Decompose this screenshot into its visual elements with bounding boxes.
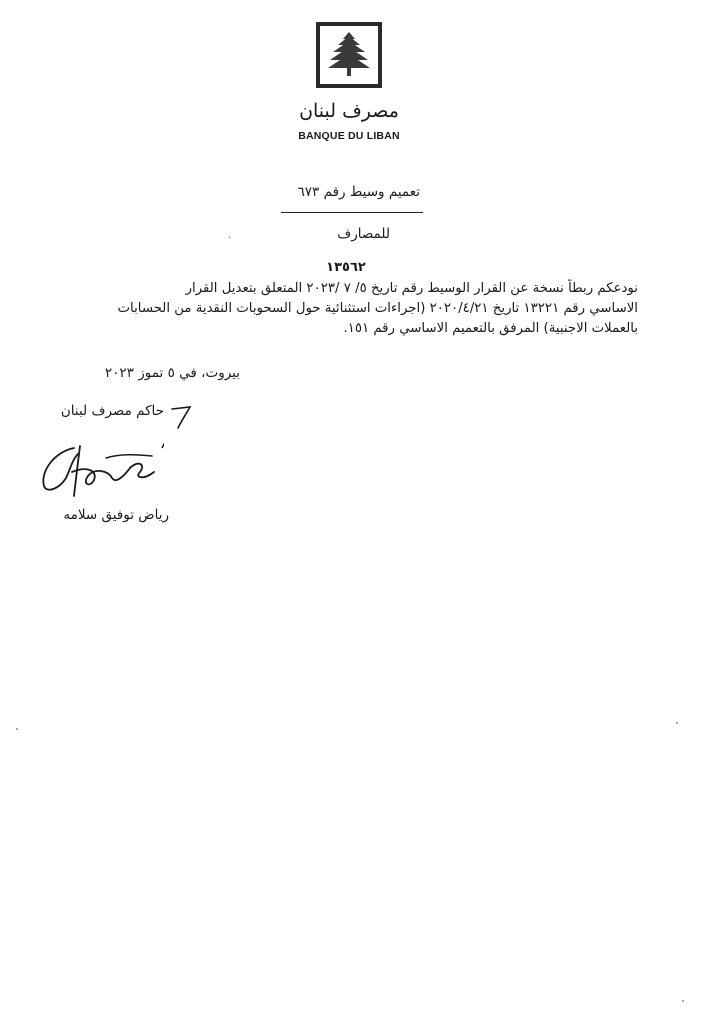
place-and-date: بيروت، في ٥ تموز ٢٠٢٣ [104, 365, 240, 381]
bank-name-arabic: مصرف لبنان [299, 100, 399, 122]
memo-body-line-2: الاساسي رقم ١٣٢٢١ تاريخ ٢٠٢٠/٤/٢١ (اجراءات استثنائية حول السحوبات النقدية من الحسابات [117, 301, 638, 316]
scan-speck [16, 728, 18, 730]
scan-speck [682, 1000, 684, 1002]
cedar-tree-logo-icon [316, 22, 382, 88]
recipient-line: للمصارف [337, 226, 390, 242]
memo-body-line-3: بالعملات الاجنبية) المرفق بالتعميم الاساسي رقم ١٥١. [343, 321, 638, 336]
signer-name: رياض توفيق سلامه [63, 507, 169, 523]
memo-body [54, 279, 638, 339]
bank-name-french: BANQUE DU LIBAN [298, 130, 400, 142]
stray-mark: ˎ [228, 229, 232, 238]
pen-mark-icon [170, 404, 194, 430]
handwritten-signature [34, 438, 164, 500]
decision-number: ١٣٥٦٢ [326, 260, 366, 275]
signer-title: حاكم مصرف لبنان [60, 403, 164, 419]
title-underline [281, 212, 423, 213]
scan-speck [676, 722, 678, 724]
circular-title: تعميم وسيط رقم ٦٧٣ [297, 184, 420, 200]
memo-body-line-1: نودعكم ربطاً نسخة عن القرار الوسيط رقم تاريخ ٥/ ٧ /٢٠٢٣ المتعلق بتعديل القرار [185, 281, 638, 296]
